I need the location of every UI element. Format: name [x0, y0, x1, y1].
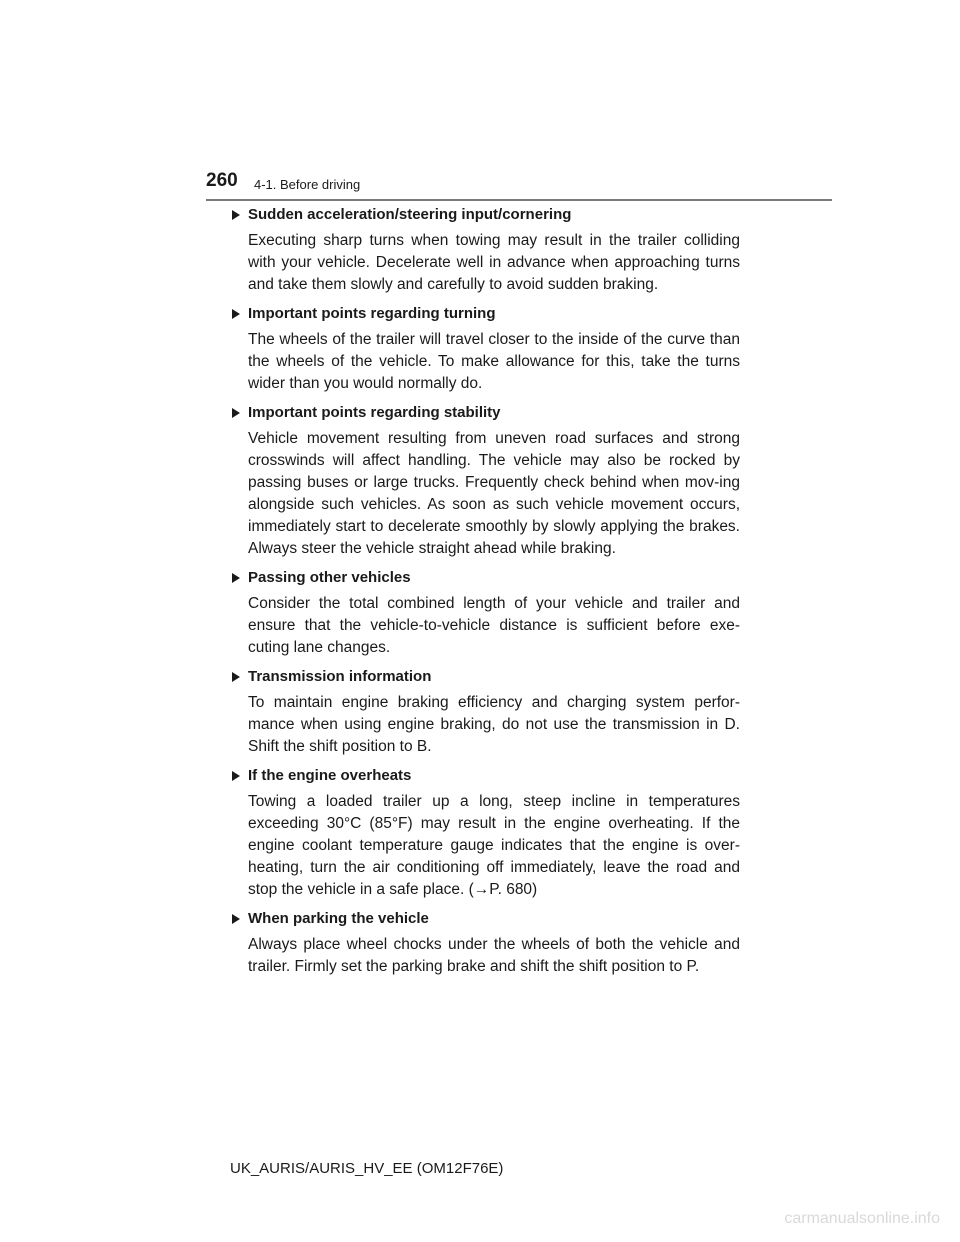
document-id: UK_AURIS/AURIS_HV_EE (OM12F76E)	[230, 1160, 504, 1177]
triangle-bullet-icon	[232, 408, 240, 418]
topic-body: Always place wheel chocks under the wheels of both the vehicle and trailer. Firmly set the parking brake and shift the shift position to P.	[248, 936, 740, 975]
page-number: 260	[206, 170, 238, 191]
topic-heading	[230, 568, 740, 588]
topic-heading-text: If the engine overheats	[248, 767, 412, 784]
topic-sudden-acceleration	[230, 205, 740, 296]
topic-heading	[230, 304, 740, 324]
topic-heading-text: Sudden acceleration/steering input/cornering	[248, 206, 572, 223]
topic-body: To maintain engine braking efficiency and charging system perfor-mance when using engine braking, do not use the transmission in D. Shift the shift position to B.	[248, 694, 740, 755]
section-title: 4-1. Before driving	[254, 177, 361, 192]
topic-stability	[230, 403, 740, 560]
topic-heading-text: Important points regarding stability	[248, 404, 501, 421]
topic-overheats	[230, 766, 740, 901]
topic-heading-text: Transmission information	[248, 668, 432, 685]
topic-body: Consider the total combined length of your vehicle and trailer and ensure that the vehicle-to-vehicle distance is sufficient before exe-cuting lane changes.	[248, 595, 740, 656]
topic-body: The wheels of the trailer will travel closer to the inside of the curve than the wheels of the vehicle. To make allowance for this, take the turns wider than you would normally do.	[248, 331, 740, 392]
watermark: carmanualsonline.info	[784, 1210, 940, 1227]
page-header	[206, 166, 832, 202]
triangle-bullet-icon	[232, 309, 240, 319]
triangle-bullet-icon	[232, 210, 240, 220]
topic-heading	[230, 403, 740, 423]
triangle-bullet-icon	[232, 573, 240, 583]
topic-heading	[230, 909, 740, 929]
topic-heading	[230, 667, 740, 687]
topic-heading-text: Passing other vehicles	[248, 569, 411, 586]
topic-parking	[230, 909, 740, 978]
topic-heading-text: When parking the vehicle	[248, 910, 429, 927]
topic-heading-text: Important points regarding turning	[248, 305, 496, 322]
topic-body: Vehicle movement resulting from uneven road surfaces and strong crosswinds will affect handling. The vehicle may also be rocked by passing buses or large trucks. Frequently check behind when mov-ing alongside such vehicles. As soon as such vehicle movement occurs, immediately start to decelerate smoothly by slowly applying the brakes. Always steer the vehicle straight ahead while braking.	[248, 430, 740, 557]
triangle-bullet-icon	[232, 914, 240, 924]
content	[230, 205, 740, 986]
topic-turning	[230, 304, 740, 395]
topic-body: Towing a loaded trailer up a long, steep incline in temperatures exceeding 30°C (85°F) may result in the engine overheating. If the engine coolant temperature gauge indicates that the engine is over-heating, turn the air conditioning off immediately, leave the road and stop the vehicle in a safe place. (→P. 680)	[248, 793, 740, 898]
topic-heading	[230, 766, 740, 786]
header-divider	[206, 199, 832, 201]
triangle-bullet-icon	[232, 672, 240, 682]
topic-heading	[230, 205, 740, 225]
topic-transmission	[230, 667, 740, 758]
topic-passing	[230, 568, 740, 659]
topic-body: Executing sharp turns when towing may result in the trailer colliding with your vehicle. Decelerate well in advance when approaching turns and take them slowly and carefully to avoid sudden braking.	[248, 232, 740, 293]
triangle-bullet-icon	[232, 771, 240, 781]
